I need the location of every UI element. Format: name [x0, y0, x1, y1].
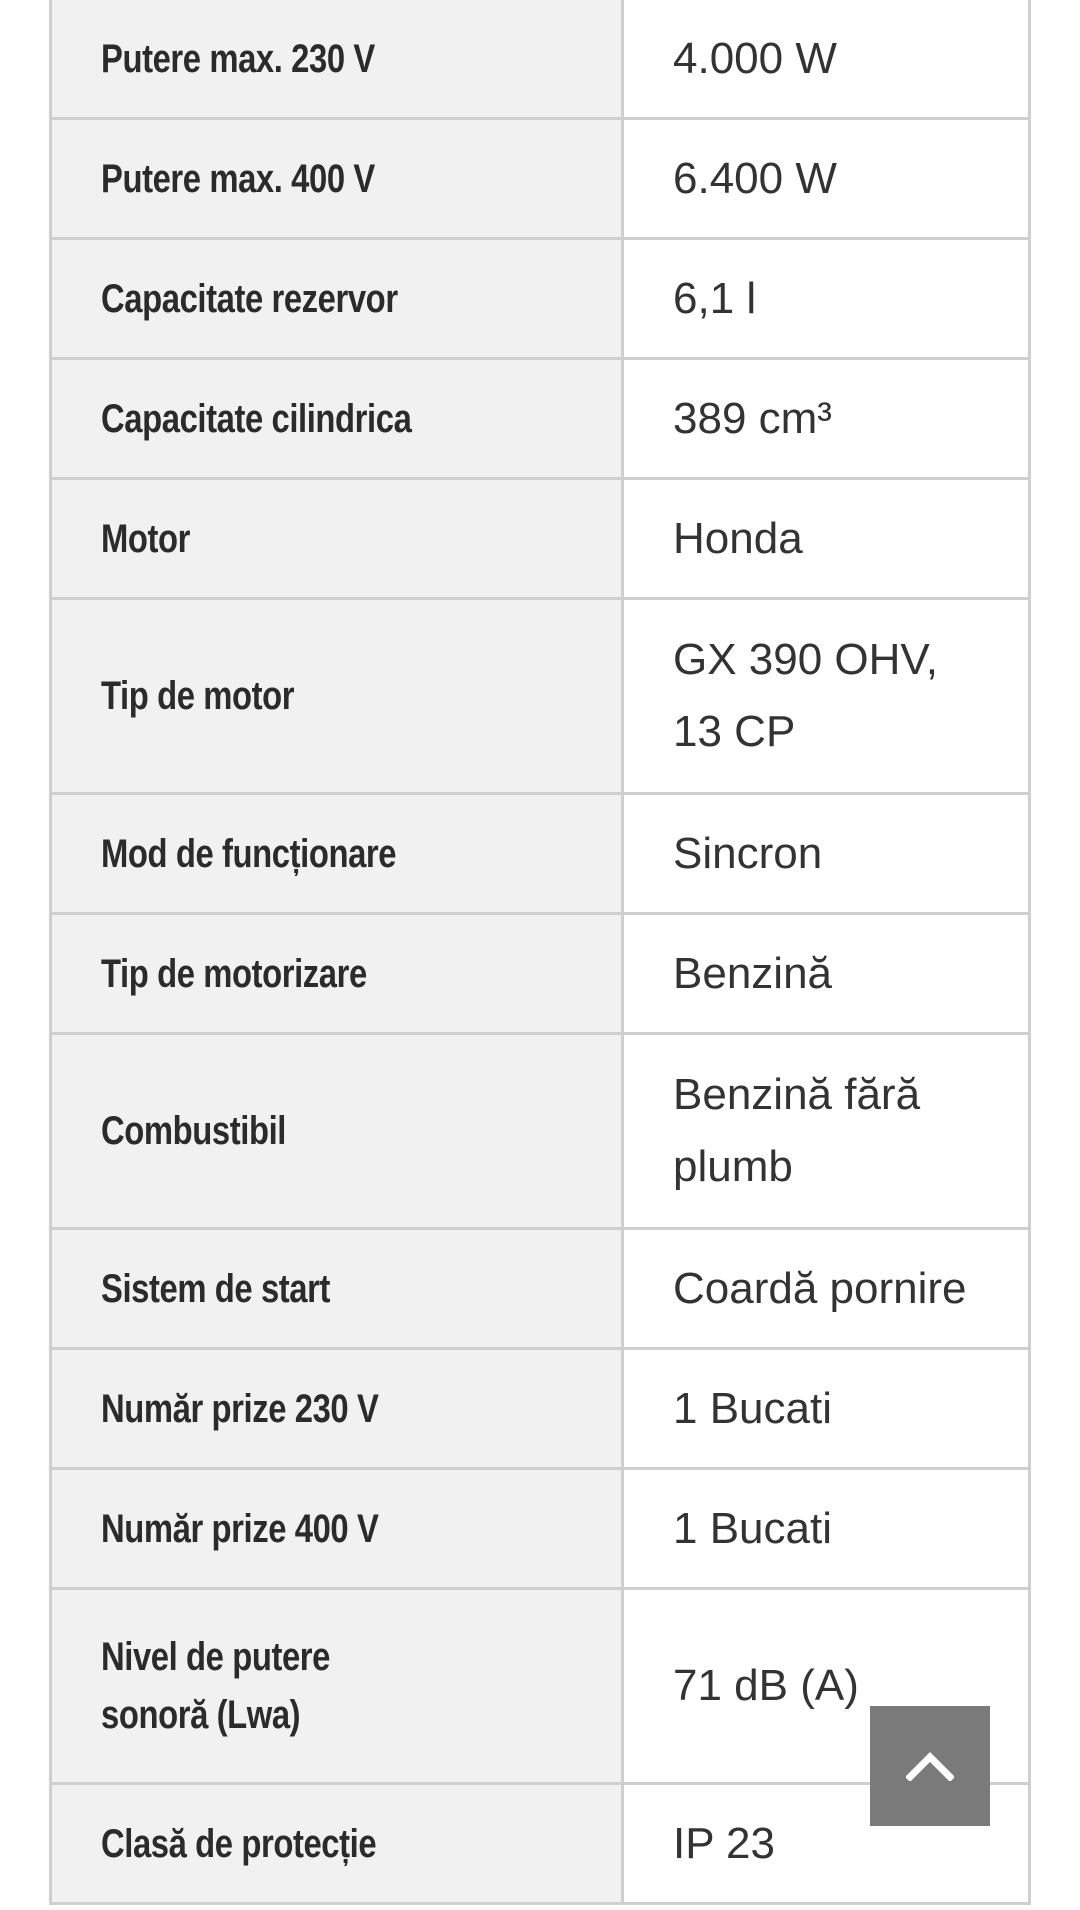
spec-row-prize-400: [51, 1469, 1030, 1589]
spec-row-sistem-start: [51, 1229, 1030, 1349]
spec-row-capacitate-rezervor: [51, 239, 1030, 359]
spec-row-putere-230: [51, 0, 1030, 119]
spec-row-capacitate-cilindrica: [51, 359, 1030, 479]
spec-row-tip-motor: [51, 599, 1030, 794]
spec-label: Nivel de putere sonoră (Lwa): [51, 1589, 623, 1784]
spec-row-prize-230: [51, 1349, 1030, 1469]
spec-value: Sincron: [623, 794, 1030, 914]
spec-label: Putere max. 400 V: [51, 119, 623, 239]
spec-value: IP 23: [623, 1784, 1030, 1904]
spec-value: 71 dB (A): [623, 1589, 1030, 1784]
spec-value: 1 Bucati: [623, 1349, 1030, 1469]
spec-value: Honda: [623, 479, 1030, 599]
spec-label: Clasă de protecție: [51, 1784, 623, 1904]
spec-row-combustibil: [51, 1034, 1030, 1229]
specifications-table: [49, 0, 1031, 1905]
chevron-up-icon: [906, 1751, 954, 1781]
spec-label: Sistem de start: [51, 1229, 623, 1349]
spec-row-tip-motorizare: [51, 914, 1030, 1034]
spec-row-mod-functionare: [51, 794, 1030, 914]
spec-value: 4.000 W: [623, 0, 1030, 119]
spec-value: GX 390 OHV, 13 CP: [623, 599, 1030, 794]
spec-value: Benzină fără plumb: [623, 1034, 1030, 1229]
spec-row-motor: [51, 479, 1030, 599]
spec-label: Număr prize 230 V: [51, 1349, 623, 1469]
spec-label: Tip de motorizare: [51, 914, 623, 1034]
spec-value: 6.400 W: [623, 119, 1030, 239]
spec-label: Combustibil: [51, 1034, 623, 1229]
spec-label: Tip de motor: [51, 599, 623, 794]
spec-value: 1 Bucati: [623, 1469, 1030, 1589]
spec-label: Motor: [51, 479, 623, 599]
spec-label: Capacitate rezervor: [51, 239, 623, 359]
spec-label: Mod de funcționare: [51, 794, 623, 914]
spec-value: Coardă pornire: [623, 1229, 1030, 1349]
spec-label: Capacitate cilindrica: [51, 359, 623, 479]
spec-value: 6,1 l: [623, 239, 1030, 359]
spec-value: 389 cm³: [623, 359, 1030, 479]
scroll-to-top-button[interactable]: [870, 1706, 990, 1826]
spec-label: Putere max. 230 V: [51, 0, 623, 119]
spec-row-putere-400: [51, 119, 1030, 239]
spec-value: Benzină: [623, 914, 1030, 1034]
spec-label: Număr prize 400 V: [51, 1469, 623, 1589]
